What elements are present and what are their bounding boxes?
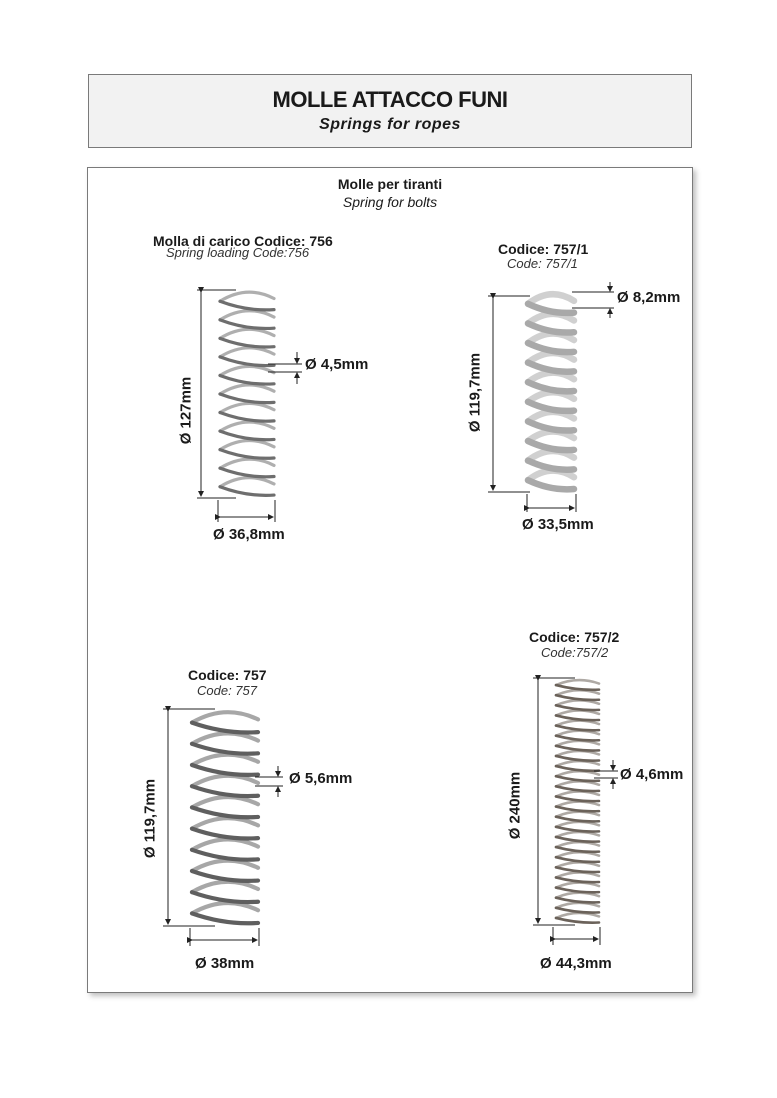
coil-back	[528, 392, 574, 402]
coil-back	[220, 385, 274, 394]
coil-front	[220, 301, 274, 310]
spring-756-code-en: Spring loading Code:756	[166, 245, 310, 260]
coil-back	[528, 333, 574, 343]
coil-back	[528, 471, 574, 481]
coil-back	[556, 751, 599, 756]
section-subtitle: Spring for bolts	[342, 194, 438, 210]
coil-back	[556, 893, 599, 898]
coil-back	[528, 431, 574, 441]
coil-back	[220, 422, 274, 431]
spring-757-1-wire-diameter: Ø 8,2mm	[617, 289, 681, 306]
coil-back	[556, 832, 599, 837]
coil-back	[220, 441, 274, 450]
coil-front	[192, 786, 258, 796]
coil-back	[556, 802, 599, 807]
coil-back	[220, 348, 274, 357]
coil-front	[220, 357, 274, 366]
spring-756-wire-diameter: Ø 4,5mm	[305, 356, 369, 373]
spring-757-2-code: Codice: 757/2	[529, 629, 620, 645]
spring-757-2-image	[556, 680, 599, 923]
coil-back	[528, 412, 574, 422]
coil-front	[192, 850, 258, 860]
dimension-lines-757	[163, 709, 283, 946]
coil-front	[220, 320, 274, 329]
coil-back	[220, 311, 274, 320]
page-title: MOLLE ATTACCO FUNI	[272, 87, 508, 112]
coil-front	[192, 913, 258, 923]
coil-back	[220, 403, 274, 412]
coil-back	[556, 791, 599, 796]
coil-front	[220, 375, 274, 384]
coil-back	[556, 781, 599, 786]
coil-back	[556, 822, 599, 827]
coil-back	[528, 451, 574, 461]
coil-front	[220, 450, 274, 459]
coil-back	[220, 478, 274, 487]
coil-back	[556, 741, 599, 746]
coil-back	[192, 712, 258, 722]
coil-front	[192, 807, 258, 817]
coil-back	[556, 680, 599, 685]
spring-757-2-height: Ø 240mm	[506, 771, 524, 840]
coil-back	[192, 818, 258, 828]
coil-front	[220, 487, 274, 496]
coil-front	[220, 431, 274, 440]
spring-757-image	[192, 712, 258, 923]
coil-front	[220, 468, 274, 477]
spring-757-1-image	[528, 294, 574, 489]
coil-front	[192, 892, 258, 902]
coil-back	[556, 913, 599, 918]
spring-757-1-height: Ø 119,7mm	[466, 352, 484, 433]
coil-back	[192, 797, 258, 807]
coil-back	[556, 771, 599, 776]
coil-back	[220, 329, 274, 338]
coil-back	[556, 710, 599, 715]
coil-back	[192, 776, 258, 786]
spring-757-height: Ø 119,7mm	[141, 778, 159, 859]
coil-front	[192, 829, 258, 839]
spring-757-1-outer-diameter: Ø 33,5mm	[522, 516, 594, 533]
coil-back	[192, 882, 258, 892]
coil-front	[528, 480, 574, 489]
spring-757-wire-diameter: Ø 5,6mm	[289, 770, 353, 787]
coil-back	[528, 314, 574, 324]
spring-757-1-code-en: Code: 757/1	[507, 256, 578, 271]
spring-756-height: Ø 127mm	[177, 376, 195, 445]
coil-front	[220, 394, 274, 403]
coil-front	[192, 871, 258, 881]
coil-front	[220, 338, 274, 347]
coil-back	[556, 690, 599, 695]
spring-757-2-outer-diameter: Ø 44,3mm	[540, 955, 612, 972]
coil-back	[192, 861, 258, 871]
coil-front	[192, 744, 258, 754]
coil-back	[192, 839, 258, 849]
page-subtitle: Springs for ropes	[319, 116, 461, 133]
spring-756-code: Molla di carico Codice: 756	[153, 233, 333, 249]
coil-back	[556, 812, 599, 817]
coil-front	[192, 765, 258, 775]
coil-front	[556, 918, 599, 923]
coil-back	[556, 903, 599, 908]
coil-back	[556, 700, 599, 705]
section-title: Molle per tiranti	[337, 176, 443, 192]
spring-756-image	[220, 292, 274, 495]
coil-back	[556, 862, 599, 867]
coil-back	[528, 294, 574, 304]
coil-back	[192, 755, 258, 765]
coil-back	[220, 459, 274, 468]
spring-757-2-code-en: Code:757/2	[541, 645, 609, 660]
coil-back	[192, 733, 258, 743]
coil-back	[556, 731, 599, 736]
coil-front	[192, 723, 258, 733]
coil-back	[556, 872, 599, 877]
spring-757-code: Codice: 757	[188, 667, 267, 683]
coil-back	[556, 842, 599, 847]
spring-757-outer-diameter: Ø 38mm	[195, 955, 255, 972]
spring-756-outer-diameter: Ø 36,8mm	[213, 526, 285, 543]
coil-back	[528, 353, 574, 363]
dimension-lines-756	[197, 290, 302, 522]
coil-front	[220, 413, 274, 422]
coil-back	[192, 903, 258, 913]
coil-back	[556, 761, 599, 766]
spring-757-code-en: Code: 757	[197, 683, 257, 698]
coil-back	[220, 366, 274, 375]
coil-back	[556, 852, 599, 857]
coil-back	[556, 883, 599, 888]
spring-757-1-code: Codice: 757/1	[498, 241, 589, 257]
coil-back	[528, 373, 574, 383]
spring-757-2-wire-diameter: Ø 4,6mm	[620, 766, 684, 783]
coil-back	[556, 721, 599, 726]
coil-back	[220, 292, 274, 301]
